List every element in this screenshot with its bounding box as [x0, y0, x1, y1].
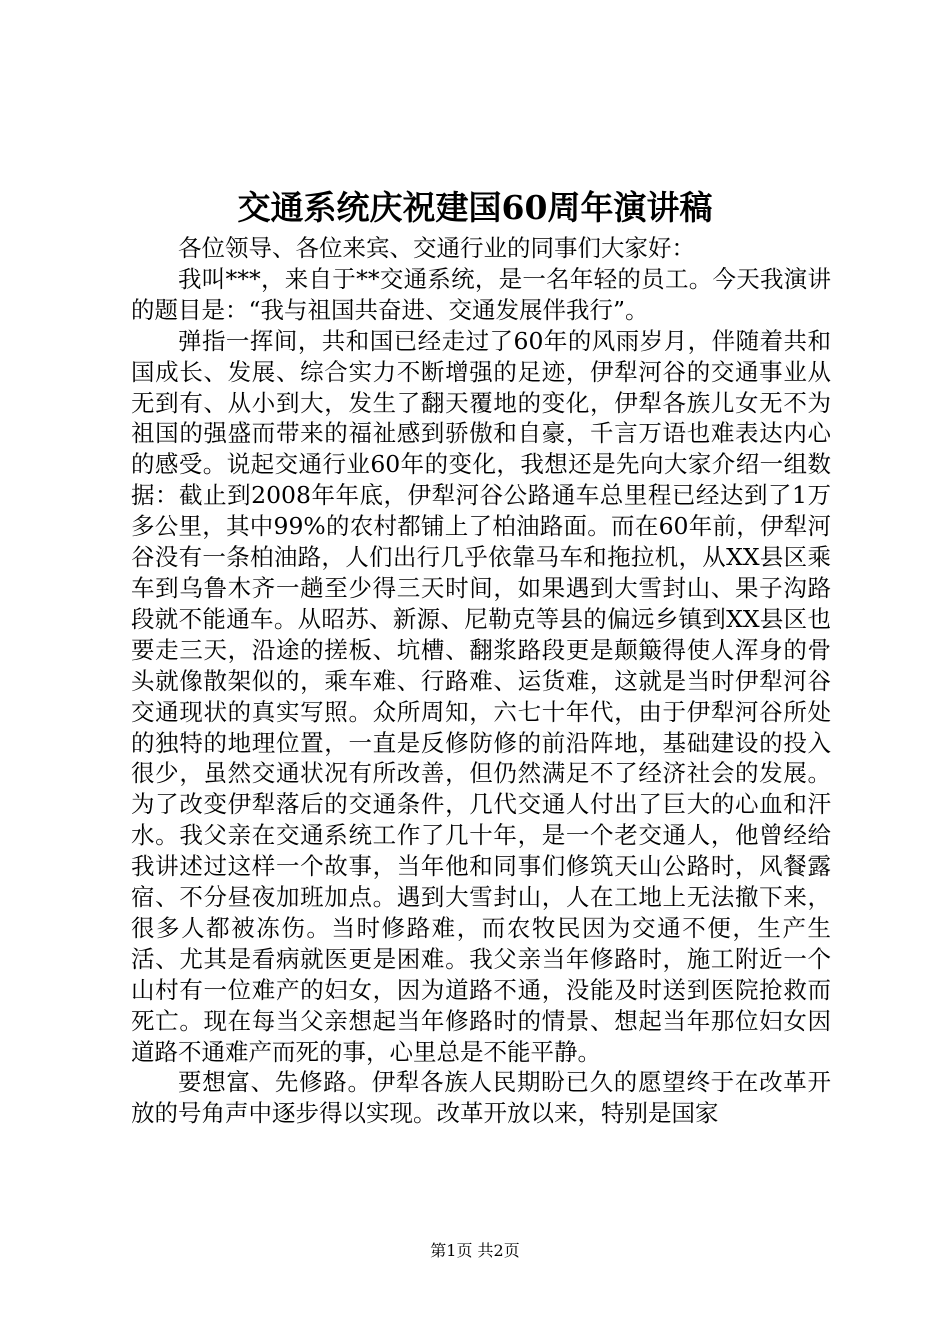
paragraph-reform: 要想富、先修路。伊犁各族人民期盼已久的愿望终于在改革开放的号角声中逐步得以实现。改革开放以来，特别是国家 — [131, 1068, 831, 1128]
paragraph-introduction: 我叫***，来自于**交通系统，是一名年轻的员工。今天我演讲的题目是：“我与祖国共奋进、交通发展伴我行”。 — [131, 264, 831, 324]
document-title: 交通系统庆祝建国60周年演讲稿 — [237, 188, 713, 227]
paragraph-greeting: 各位领导、各位来宾、交通行业的同事们大家好： — [178, 234, 695, 262]
document-body — [131, 233, 831, 1129]
page-footer: 第1页 共2页 — [430, 1241, 520, 1260]
paragraph-history: 弹指一挥间，共和国已经走过了60年的风雨岁月，伴随着共和国成长、发展、综合实力不断增强的足迹，伊犁河谷的交通事业从无到有、从小到大，发生了翻天覆地的变化，伊犁各族儿女无不为祖国的强盛而带来的福祉感到骄傲和自豪，千言万语也难表达内心的感受。说起交通行业60年的变化，我想还是先向大家介绍一组数据：截止到2008年年底，伊犁河谷公路通车总里程已经达到了1万多公里，其中99%的农村都铺上了柏油路面。而在60年前，伊犁河谷没有一条柏油路，人们出行几乎依靠马车和拖拉机，从XX县区乘车到乌鲁木齐一趟至少得三天时间，如果遇到大雪封山、果子沟路段就不能通车。从昭苏、新源、尼勒克等县的偏远乡镇到XX县区也要走三天，沿途的搓板、坑槽、翻浆路段更是颠簸得使人浑身的骨头就像散架似的，乘车难、行路难、运货难，这就是当时伊犁河谷交通现状的真实写照。众所周知，六七十年代，由于伊犁河谷所处的独特的地理位置，一直是反修防修的前沿阵地，基础建设的投入很少，虽然交通状况有所改善，但仍然满足不了经济社会的发展。为了改变伊犁落后的交通条件，几代交通人付出了巨大的心血和汗水。我父亲在交通系统工作了几十年，是一个老交通人，他曾经给我讲述过这样一个故事，当年他和同事们修筑天山公路时，风餐露宿、不分昼夜加班加点。遇到大雪封山，人在工地上无法撤下来，很多人都被冻伤。当时修路难，而农牧民因为交通不便，生产生活、尤其是看病就医更是困难。我父亲当年修路时，施工附近一个山村有一位难产的妇女，因为道路不通，没能及时送到医院抢救而死亡。现在每当父亲想起当年修路时的情景、想起当年那位妇女因道路不通难产而死的事，心里总是不能平静。 — [131, 326, 831, 1066]
